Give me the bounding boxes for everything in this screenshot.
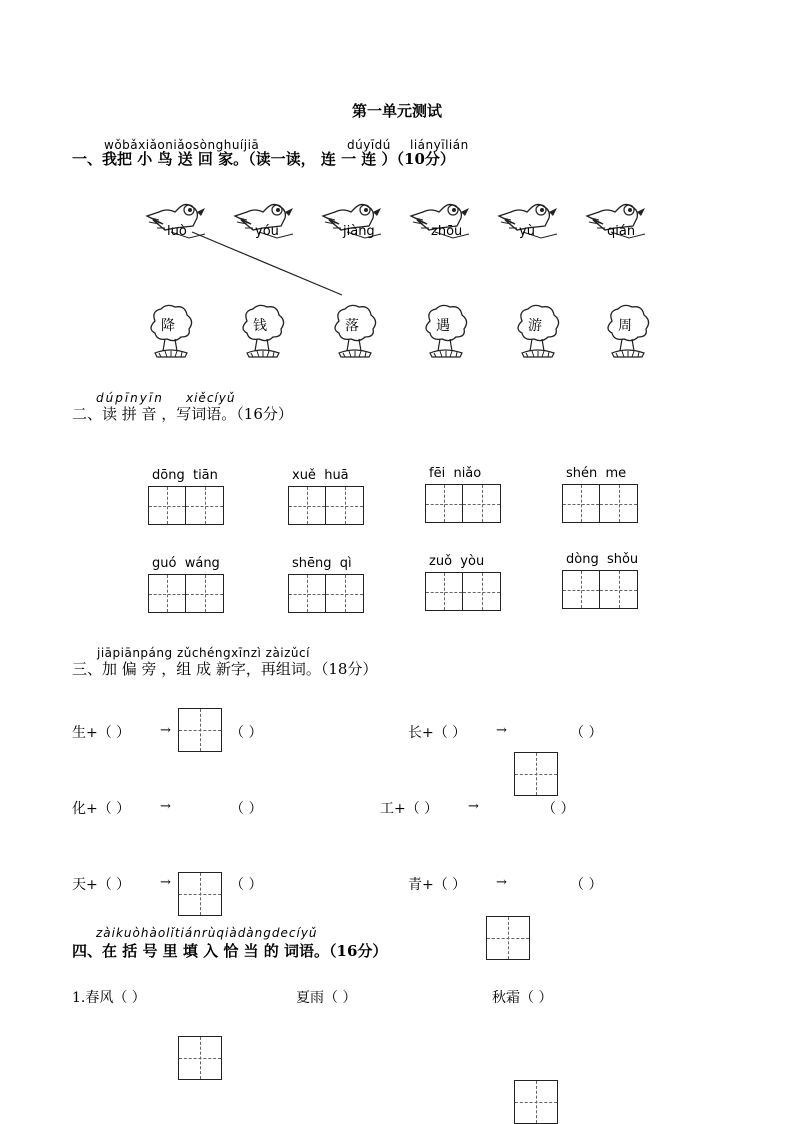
writing-cell[interactable] [463, 485, 500, 522]
tree-character: 游 [528, 318, 542, 334]
s2-pinyin-second: wáng [184, 556, 220, 571]
radical-prompt[interactable]: 天+（ ） [72, 877, 131, 893]
s4-pinyin: zàikuòhàolǐtiánrùqiàdàngdecíyǔ [96, 926, 318, 940]
s2-pinyin-second: shǒu [606, 552, 639, 567]
writing-cell[interactable] [426, 485, 463, 522]
s1-heading-text: 我把 小 鸟 送 回 家。（读一读， 连 一 连 ）（10分） [102, 150, 455, 168]
s2-pinyin-b: xiěcíyǔ [186, 391, 236, 405]
s2-pinyin [152, 556, 224, 574]
s4-heading: 四、在 括 号 里 填 入 恰 当 的 词语。（16分） [72, 942, 388, 960]
new-character-box[interactable] [486, 916, 530, 960]
arrow-icon: → [468, 799, 479, 814]
s2-item-7 [425, 554, 501, 611]
bird-pinyin: yóu [255, 224, 279, 239]
s2-item-2 [288, 468, 364, 525]
s2-pinyin-first: zuǒ [429, 554, 453, 569]
new-character-box[interactable] [514, 1080, 558, 1124]
word-blank[interactable]: （ ） [570, 877, 603, 893]
s2-item-4 [562, 466, 638, 523]
word-blank[interactable]: （ ） [542, 801, 575, 817]
s2-item-3 [425, 466, 501, 523]
s2-pinyin-first: guó [152, 556, 177, 571]
s2-pinyin [152, 468, 224, 486]
writing-grid[interactable] [148, 486, 224, 525]
bird-card-5[interactable] [497, 198, 567, 252]
s2-pinyin [566, 552, 638, 570]
writing-cell[interactable] [326, 487, 363, 524]
radical-prompt[interactable]: 化+（ ） [72, 801, 131, 817]
s2-pinyin-second: niǎo [453, 466, 482, 481]
bird-icon [233, 198, 303, 248]
writing-cell[interactable] [289, 575, 326, 612]
bird-icon [409, 198, 479, 248]
radical-prompt[interactable]: 青+（ ） [408, 877, 467, 893]
tree-card-1[interactable] [145, 303, 195, 367]
writing-cell[interactable] [186, 487, 223, 524]
radical-prompt[interactable]: 工+（ ） [380, 801, 439, 817]
s2-pinyin-first: shén [566, 466, 598, 481]
s3-heading: 三、加 偏 旁 ，组 成 新字，再组词。（18分） [72, 660, 378, 678]
writing-cell[interactable] [600, 571, 637, 608]
writing-cell[interactable] [426, 573, 463, 610]
writing-cell[interactable] [563, 571, 600, 608]
arrow-icon: → [496, 723, 507, 738]
s2-pinyin-first: shēng [292, 556, 332, 571]
s2-pinyin [292, 468, 364, 486]
writing-cell[interactable] [289, 487, 326, 524]
bird-icon [497, 198, 567, 248]
s2-pinyin-a: dúpīnyīn [96, 391, 164, 405]
writing-grid[interactable] [562, 570, 638, 609]
writing-grid[interactable] [288, 486, 364, 525]
s2-pinyin-first: dōng [152, 468, 185, 483]
s2-pinyin-second: qì [339, 556, 352, 571]
arrow-icon: → [160, 799, 171, 814]
new-character-box[interactable] [514, 752, 558, 796]
s1-pinyin-c: liányīlián [410, 138, 469, 152]
tree-character: 钱 [253, 318, 267, 334]
radical-prompt[interactable]: 长+（ ） [408, 725, 467, 741]
bird-pinyin: yù [519, 224, 535, 239]
writing-grid[interactable] [148, 574, 224, 613]
s1-heading-prefix: 一、 [72, 150, 103, 168]
arrow-icon: → [496, 875, 507, 890]
writing-grid[interactable] [425, 484, 501, 523]
word-blank[interactable]: （ ） [230, 725, 263, 741]
writing-cell[interactable] [149, 487, 186, 524]
tree-card-2[interactable] [237, 303, 287, 367]
writing-cell[interactable] [326, 575, 363, 612]
bird-icon [585, 198, 655, 248]
writing-cell[interactable] [463, 573, 500, 610]
s2-pinyin-second: yòu [460, 554, 485, 569]
writing-grid[interactable] [288, 574, 364, 613]
word-blank[interactable]: （ ） [230, 877, 263, 893]
tree-card-4[interactable] [420, 303, 470, 367]
writing-grid[interactable] [562, 484, 638, 523]
new-character-box[interactable] [178, 708, 222, 752]
s2-item-8 [562, 552, 638, 609]
tree-card-6[interactable] [602, 303, 652, 367]
bird-card-1[interactable] [145, 198, 215, 252]
bird-pinyin: qián [607, 224, 636, 239]
bird-card-4[interactable] [409, 198, 479, 252]
s1-pinyin-a: wǒbǎxiǎoniǎosònghuíjiā [104, 138, 260, 152]
fill-item-3[interactable]: 秋霜（ ） [492, 990, 553, 1006]
bird-card-2[interactable] [233, 198, 303, 252]
tree-character: 遇 [436, 318, 450, 334]
s2-pinyin-first: dòng [566, 552, 599, 567]
tree-character: 落 [345, 318, 359, 334]
bird-card-3[interactable] [321, 198, 391, 252]
s1-pinyin-b: dúyīdú [347, 138, 391, 152]
bird-card-6[interactable] [585, 198, 655, 252]
writing-grid[interactable] [425, 572, 501, 611]
writing-cell[interactable] [186, 575, 223, 612]
fill-item-2[interactable]: 夏雨（ ） [296, 990, 357, 1006]
bird-icon [321, 198, 391, 248]
arrow-icon: → [160, 875, 171, 890]
word-blank[interactable]: （ ） [570, 725, 603, 741]
radical-prompt[interactable]: 生+（ ） [72, 725, 131, 741]
s3-pinyin: jiāpiānpáng zǔchéngxīnzì zàizǔcí [97, 646, 310, 660]
s2-pinyin-second: tiān [192, 468, 218, 483]
s2-item-1 [148, 468, 224, 525]
bird-pinyin: jiàng [343, 224, 375, 239]
tree-character: 降 [161, 318, 175, 334]
tree-card-5[interactable] [512, 303, 562, 367]
s2-item-5 [148, 556, 224, 613]
writing-cell[interactable] [563, 485, 600, 522]
match-line [0, 0, 794, 400]
word-blank[interactable]: （ ） [230, 801, 263, 817]
s2-item-6 [288, 556, 364, 613]
writing-cell[interactable] [149, 575, 186, 612]
s2-pinyin [429, 554, 501, 572]
s2-pinyin-second: huā [324, 468, 349, 483]
new-character-box[interactable] [178, 872, 222, 916]
s2-pinyin-first: xuě [292, 468, 316, 483]
bird-pinyin: luò [167, 224, 187, 239]
writing-cell[interactable] [600, 485, 637, 522]
s2-pinyin [292, 556, 364, 574]
s2-pinyin [566, 466, 638, 484]
tree-character: 周 [618, 318, 632, 334]
bird-pinyin: zhōu [431, 224, 463, 239]
s2-pinyin-second: me [605, 466, 627, 481]
new-character-box[interactable] [178, 1036, 222, 1080]
tree-card-3[interactable] [329, 303, 379, 367]
arrow-icon: → [160, 723, 171, 738]
s2-pinyin [429, 466, 501, 484]
fill-item-1[interactable]: 1.春风（ ） [72, 990, 146, 1006]
s2-pinyin-first: fēi [429, 466, 446, 481]
s2-heading: 二、读 拼 音 ，写词语。（16分） [72, 405, 293, 423]
bird-icon [145, 198, 215, 248]
page-title: 第一单元测试 [351, 102, 442, 120]
